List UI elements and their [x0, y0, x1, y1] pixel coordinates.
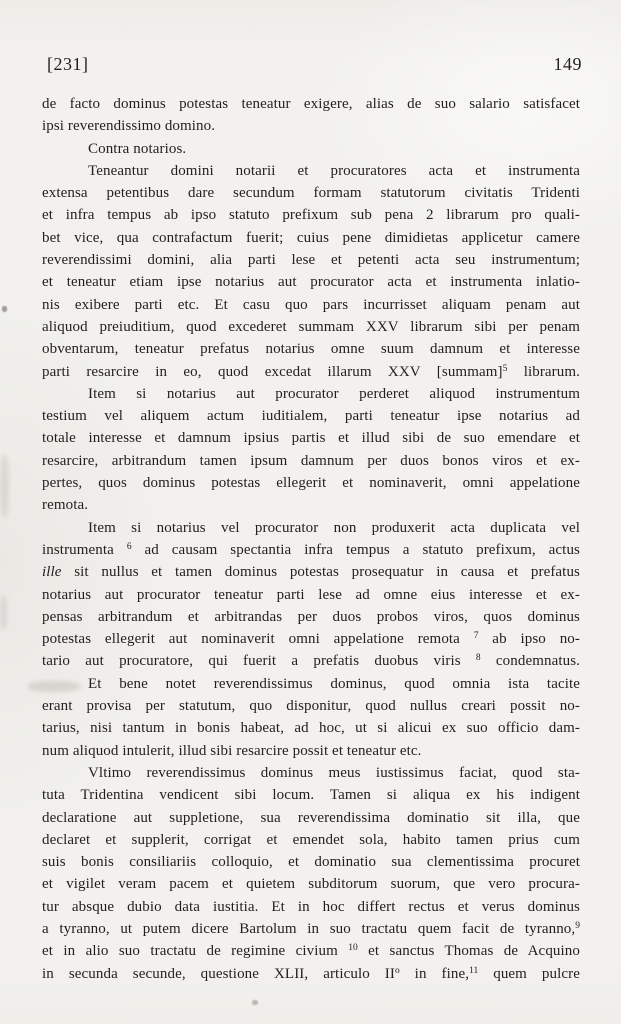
text-line — [42, 517, 580, 539]
text-line — [42, 606, 580, 628]
text-segment: instrumenta — [42, 541, 127, 558]
text-line — [42, 940, 580, 962]
text-line — [42, 717, 580, 739]
text-line — [42, 316, 580, 338]
text-line — [42, 784, 580, 806]
text-segment: a tyranno, ut putem dicere Bartolum in suo tractatu quem facit de tyranno, — [42, 920, 576, 937]
text-segment: pertes, quos dominus potestas ellegerit et nominaverit, omni appelatione — [42, 475, 580, 492]
folio-number: [231] — [47, 54, 89, 74]
text-line — [42, 294, 580, 316]
text-line — [42, 561, 580, 583]
text-segment: parti resarcire in eo, quod excedat illarum XXV [summam] — [42, 363, 503, 380]
text-segment: Contra notarios. — [88, 140, 187, 157]
text-segment: Item si notarius vel procurator non produxerit acta duplicata vel — [88, 519, 580, 536]
text-line — [42, 427, 580, 449]
text-segment: extensa petentibus dare secundum formam statutorum civitatis Tridenti — [42, 185, 580, 202]
text-segment: resarcire, arbitrandum tamen ipsum damnum per duos bonos viros et ex- — [42, 452, 580, 469]
text-line — [42, 963, 580, 985]
text-segment: et infra tempus ab ipso statuto prefixum sub pena 2 librarum pro quali- — [42, 207, 580, 224]
footnote-marker: 10 — [348, 943, 358, 954]
text-segment: et in alio suo tractatu de regimine civium — [42, 943, 349, 960]
text-segment: et teneatur etiam ipse notarius aut procurator acta et instrumenta inlatio- — [42, 274, 580, 291]
text-segment: ad causam spectantia infra tempus a statuto prefixum, actus — [131, 541, 580, 558]
text-line — [42, 896, 580, 918]
text-segment: in secunda secunde, questione XLII, articulo II — [42, 965, 395, 982]
footnote-marker: 5 — [502, 363, 508, 374]
text-line — [42, 539, 580, 561]
footnote-marker: 7 — [473, 631, 479, 642]
text-segment: Teneantur domini notarii et procuratores acta et instrumenta — [88, 162, 580, 179]
text-segment: remota. — [42, 497, 89, 514]
text-line — [42, 762, 580, 784]
text-segment: tarius, nisi tantum in bonis habeat, ad hoc, ut si alicui ex suo officio dam- — [42, 720, 580, 737]
footnote-marker: 8 — [475, 653, 481, 664]
text-segment: notarius aut procurator teneatur parti lese ad omne eius interesse et ex- — [42, 586, 580, 603]
text-line — [42, 829, 580, 851]
text-line — [42, 807, 580, 829]
text-line — [42, 249, 580, 271]
page-header — [47, 54, 582, 75]
scan-smudge — [0, 596, 7, 630]
text-line — [42, 740, 580, 762]
text-line — [42, 383, 580, 405]
text-segment: Vltimo reverendissimus dominus meus iustissimus faciat, quod sta- — [88, 764, 580, 781]
footnote-marker: 9 — [575, 920, 580, 931]
footnote-marker: 6 — [126, 541, 132, 552]
text-line — [42, 873, 580, 895]
text-segment: sit nullus et tamen dominus potestas prosequatur in causa et prefatus — [61, 564, 580, 581]
text-segment: de facto dominus potestas teneatur exigere, alias de suo salario satisfacet — [42, 96, 580, 112]
text-line — [42, 361, 580, 383]
text-segment: suis bonis consiliariis colloquio, et dominatio sua clementissima procuret — [42, 854, 580, 871]
text-line — [42, 628, 580, 650]
text-segment: declaratione aut suppletione, sua reverendissima dominatio sit illa, que — [42, 809, 580, 826]
footnote-marker: o — [394, 965, 400, 976]
text-segment: in fine, — [399, 965, 470, 982]
text-segment: tario aut procuratore, qui fuerit a prefatis duobus viris — [42, 653, 476, 670]
text-line — [42, 271, 580, 293]
text-segment: Et bene notet reverendissimus dominus, quod omnia ista tacite — [88, 675, 580, 692]
text-line — [42, 695, 580, 717]
text-segment: Item si notarius aut procurator perderet aliquod instrumentum — [88, 385, 580, 402]
text-segment: ab ipso no- — [478, 631, 580, 648]
text-line — [42, 450, 580, 472]
text-segment: erant provisa per statutum, quo disponitur, quod nullus creari possit no- — [42, 698, 580, 715]
text-line — [42, 494, 580, 516]
scan-speck — [252, 1000, 258, 1005]
text-segment: totale interesse et damnum ipsius partis et illud sibi de suo emendare et — [42, 430, 580, 447]
text-line — [42, 918, 580, 940]
text-segment: obventarum, teneatur prefatus notarius omne suum damnum et interesse — [42, 341, 580, 358]
text-line — [42, 338, 580, 360]
text-line — [42, 650, 580, 672]
text-segment: quem pulcre — [478, 965, 580, 982]
text-segment: potestas ellegerit aut nominaverit omni appelatione remota — [42, 631, 474, 648]
text-line — [42, 227, 580, 249]
text-segment: et vigilet veram pacem et quietem subditorum suorum, que vero procura- — [42, 876, 580, 893]
text-segment: tur absque dubio data iustitia. Et in hoc differt rectus et verus dominus — [42, 898, 580, 915]
text-body — [42, 93, 580, 985]
text-line — [42, 851, 580, 873]
text-segment: ille — [42, 564, 62, 581]
scan-speck — [2, 306, 7, 312]
text-segment: et sanctus Thomas de Acquino — [357, 943, 580, 960]
text-line — [42, 204, 580, 226]
footnote-marker: 11 — [469, 965, 479, 976]
text-segment: aliquod preiuditium, quod excederet summam XXV librarum sibi per penam — [42, 318, 580, 335]
text-segment: declaret et supplerit, corrigat et emendet sola, habito tamen prius cum — [42, 831, 580, 848]
text-segment: nis exibere parti etc. Et casu quo pars incurrisset aliquam penam aut — [42, 296, 580, 313]
text-segment: testium vel aliquem actum iuditialem, parti teneatur ipse notarius ad — [42, 408, 580, 425]
text-segment: librarum. — [507, 363, 580, 380]
text-segment: condemnatus. — [480, 653, 580, 670]
text-line — [42, 584, 580, 606]
text-segment: tuta Tridentina vendicent sibi locum. Tamen si aliqua ex his indigent — [42, 787, 580, 804]
scan-smudge — [0, 455, 9, 517]
text-line — [42, 138, 580, 160]
text-segment: pensas arbitrandum et arbitrandas per duos probos viros, quos dominus — [42, 608, 580, 625]
text-line — [42, 673, 580, 695]
text-segment: ipsi reverendissimo domino. — [42, 118, 216, 135]
text-line — [42, 405, 580, 427]
text-line — [42, 93, 580, 115]
text-segment: num aliquod intulerit, illud sibi resarcire possit et teneatur etc. — [42, 742, 422, 759]
text-segment: reverendissimi domini, alia parti lese et petenti acta seu instrumentum; — [42, 252, 580, 269]
text-segment: bet vice, qua contrafactum fuerit; cuius pene dimidietas applicetur camere — [42, 229, 580, 246]
text-line — [42, 472, 580, 494]
text-line — [42, 182, 580, 204]
page-number: 149 — [553, 54, 582, 74]
text-line — [42, 115, 580, 137]
text-line — [42, 160, 580, 182]
